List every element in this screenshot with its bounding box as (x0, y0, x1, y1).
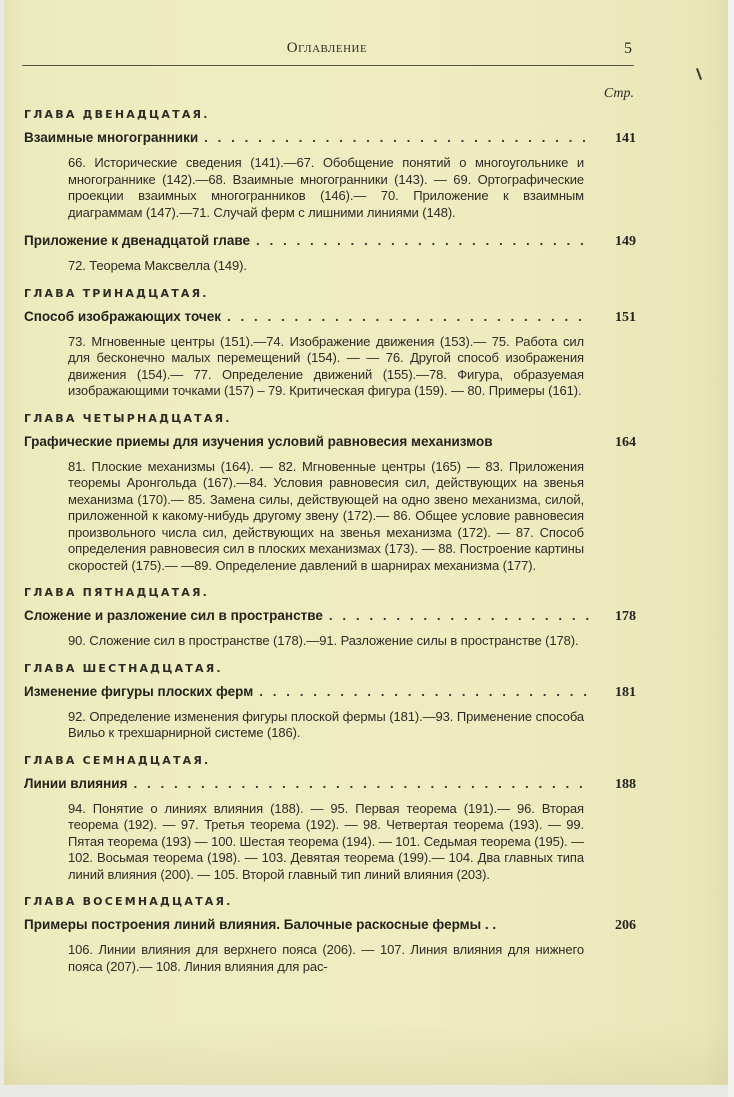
chapter-heading: ГЛАВА ПЯТНАДЦАТАЯ. (24, 586, 210, 599)
chapter-section (24, 287, 636, 400)
entry-title: Способ изображающих точек (24, 308, 221, 324)
entry-title: Изменение фигуры плоских ферм (24, 683, 254, 699)
chapter-heading: ГЛАВА СЕМНАДЦАТАЯ. (24, 753, 211, 767)
entry-description: 66. Исторические сведения (141).—67. Обобщение понятий о многоугольнике и многограннике (142).—68. Взаимные многогранники (143). — 69. Ортографические проекции взаимных многогранников (146).— 70. Приложение к взаимным диаграммам (147).—71. Случай ферм с лишними линиями (148). (68, 155, 584, 220)
entry-page: 151 (615, 309, 636, 325)
entry-description: 92. Определение изменения фигуры плоской фермы (181).—93. Применение способа Вильо к трехшарнирной системе (186). (68, 708, 584, 740)
dot-leader (256, 233, 590, 248)
chapter-heading: ГЛАВА ШЕСТНАДЦАТАЯ. (24, 661, 223, 675)
entry-title: Линии влияния (24, 775, 128, 791)
toc-entry[interactable] (24, 434, 636, 451)
entry-description: 73. Мгновенные центры (151).—74. Изображение движения (153).— 75. Работа сил для бесконечно малых перемещений (154). — — 76. Другой способ изображения движения (154).— 77. Определение движений (155).—78. Фигура, образуемая изображающими точками (157) – 79. Критическая фигура (159). — 80. Примеры (161). (68, 333, 584, 398)
toc-entry[interactable] (24, 684, 636, 701)
entry-description: 72. Теорема Максвелла (149). (68, 258, 247, 273)
page-column-label: Стр. (603, 86, 634, 101)
entry-description: 90. Сложение сил в пространстве (178).—91. Разложение силы в пространстве (178). (68, 633, 579, 648)
chapter-section (24, 662, 636, 742)
entry-page: 164 (615, 434, 636, 450)
entry-title: Сложение и разложение сил в пространстве (24, 608, 323, 623)
entry-title: Приложение к двенадцатой главе (24, 233, 250, 248)
entry-description: 106. Линии влияния для верхнего пояса (206). — 107. Линия влияния для нижнего пояса (207).— 108. Линия влияния для рас- (68, 942, 584, 974)
entry-page: 188 (615, 776, 636, 792)
running-head (22, 40, 632, 62)
toc-entry[interactable] (24, 917, 636, 934)
scan-border (728, 0, 734, 1097)
toc-entry[interactable] (24, 776, 636, 793)
book-page (4, 0, 732, 1085)
entry-title: Графические приемы для изучения условий равновесия механизмов (24, 433, 493, 449)
toc-entry[interactable] (24, 130, 636, 147)
dot-leader (259, 684, 590, 699)
chapter-heading: ГЛАВА ВОСЕМНАДЦАТАЯ. (24, 895, 233, 908)
entry-page: 178 (615, 609, 636, 624)
chapter-section (24, 412, 636, 575)
chapter-section (24, 754, 636, 884)
page-number: 5 (624, 40, 632, 57)
chapter-heading: ГЛАВА ДВЕНАДЦАТАЯ. (24, 108, 210, 121)
toc-entry[interactable] (24, 233, 636, 250)
entry-description: 94. Понятие о линиях влияния (188). — 95. Первая теорема (191).— 96. Вторая теорема (192). — 97. Третья теорема (192). — 98. Четвертая теорема (193). — 99. Пятая теорема (193) — 100. Шестая теорема (194). — 101. Седьмая теорема (195). — 102. Восьмая теорема (198). — 103. Девятая теорема (199).— 104. Два главных типа линий влияния (200). — 105. Второй главный тип линий влияния (203). (68, 800, 584, 882)
entry-title: Взаимные многогранники (24, 130, 199, 145)
header-rule (22, 65, 634, 66)
toc-entry[interactable] (24, 309, 636, 326)
chapter-section (24, 586, 636, 650)
entry-page: 206 (615, 918, 636, 933)
entry-page: 141 (615, 131, 636, 146)
chapter-heading: ГЛАВА ТРИНАДЦАТАЯ. (24, 286, 209, 300)
toc-entry[interactable] (24, 608, 636, 625)
dot-leader (204, 130, 590, 145)
entry-page: 149 (615, 234, 636, 249)
chapter-heading: ГЛАВА ЧЕТЫРНАДЦАТАЯ. (24, 411, 232, 425)
table-of-contents (24, 108, 636, 987)
scan-mark (696, 68, 702, 80)
running-title: Оглавление (286, 40, 368, 56)
dot-leader (227, 309, 590, 324)
chapter-section (24, 108, 636, 275)
dot-leader (133, 776, 590, 791)
dot-leader (329, 608, 590, 623)
chapter-section (24, 895, 636, 975)
entry-title: Примеры построения линий влияния. Балочные раскосные фермы . . (24, 917, 497, 932)
entry-description: 81. Плоские механизмы (164). — 82. Мгновенные центры (165) — 83. Приложения теоремы Аронгольда (167).—84. Условия равновесия сил, действующих на звенья механизма (170).— 85. Замена силы, действующей на одно звено механизма, силой, приложенной к какому-нибудь другому звену (172).— 86. Общее условие равновесия произвольного числа сил, действующих на звенья механизма (172). — 87. Способ определения равновесия сил в плоских механизмах (173). — 88. Построение картины скоростей (175).— —89. Определение давлений в шарнирах механизма (177). (68, 458, 584, 573)
entry-page: 181 (615, 684, 636, 700)
